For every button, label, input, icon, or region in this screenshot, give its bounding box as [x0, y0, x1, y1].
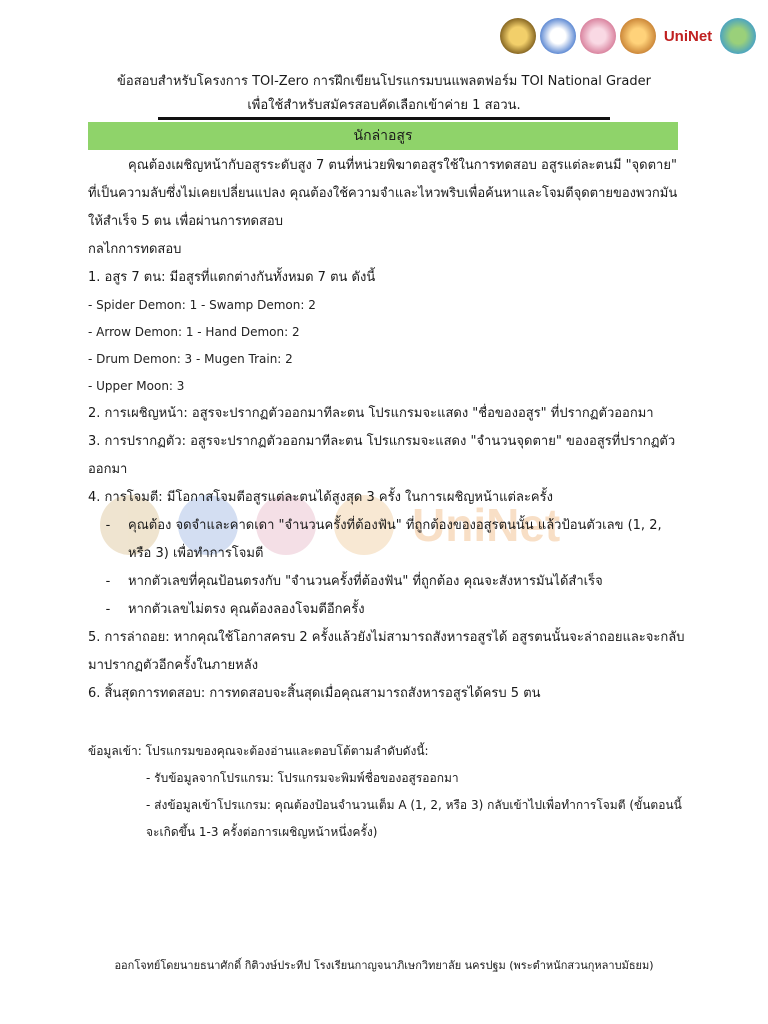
header-divider: [158, 117, 610, 120]
rule-item-4: 4. การโจมตี: มีโอกาสโจมตีอสูรแต่ละตนได้สูงสุด 3 ครั้ง ในการเผชิญหน้าแต่ละครั้ง: [88, 490, 553, 505]
bullet-dash: -: [105, 518, 111, 533]
demon-list-item: - Upper Moon: 3: [88, 379, 185, 393]
input-heading: ข้อมูลเข้า: โปรแกรมของคุณจะต้องอ่านและตอบโต้ตามลำดับดังนี้:: [88, 744, 429, 758]
attack-bullet: [88, 596, 688, 624]
section-spacer: [88, 708, 688, 738]
demon-list-item: - Arrow Demon: 1 - Hand Demon: 2: [88, 325, 300, 339]
attack-bullet: [88, 512, 688, 568]
70-anniversary-logo: [720, 18, 756, 54]
rule-item-1: 1. อสูร 7 ตน: มีอสูรที่แตกต่างกันทั้งหมด 7 ตน ดังนี้: [88, 270, 376, 285]
school-logo: [580, 18, 616, 54]
author-credit: ออกโจทย์โดยนายธนาศักดิ์ กิติวงษ์ประทีป โรงเรียนกาญจนาภิเษกวิทยาลัย นครปฐม (พระตำหนักสวนกุหลาบมัธยม): [114, 959, 654, 972]
header-logos: [500, 18, 756, 54]
demon-list-item: - Drum Demon: 3 - Mugen Train: 2: [88, 352, 293, 366]
mechanics-heading: กลไกการทดสอบ: [88, 242, 182, 257]
rule-item-3: 3. การปรากฏตัว: อสูรจะปรากฏตัวออกมาทีละตน โปรแกรมจะแสดง "จำนวนจุดตาย" ของอสูรที่ปรากฏตัวออกมา: [88, 434, 676, 477]
watermark-uninet-text: UniNet: [412, 499, 561, 551]
bullet-text: หากตัวเลขไม่ตรง คุณต้องลองโจมตีอีกครั้ง: [128, 602, 365, 617]
header-line-1: ข้อสอบสำหรับโครงการ TOI-Zero การฝึกเขียนโปรแกรมบนแพลตฟอร์ม TOI National Grader: [117, 74, 651, 89]
rule-item-5: 5. การล่าถอย: หากคุณใช้โอกาสครบ 2 ครั้งแล้วยังไม่สามารถสังหารอสูรได้ อสูรตนนั้นจะล่าถอยและจะกลับมาปรากฏตัวอีกครั้งในภายหลัง: [88, 630, 685, 673]
science-atom-logo: [540, 18, 576, 54]
bullet-text: หากตัวเลขที่คุณป้อนตรงกับ "จำนวนครั้งที่ต้องฟัน" ที่ถูกต้อง คุณจะสังหารมันได้สำเร็จ: [128, 574, 603, 589]
demon-list-item: - Spider Demon: 1 - Swamp Demon: 2: [88, 298, 316, 312]
uninet-logo: [660, 18, 716, 54]
problem-title: นักล่าอสูร: [88, 122, 678, 150]
header-line-2: เพื่อใช้สำหรับสมัครสอบคัดเลือกเข้าค่าย 1 สอวน.: [247, 98, 521, 113]
rule-item-6: 6. สิ้นสุดการทดสอบ: การทดสอบจะสิ้นสุดเมื่อคุณสามารถสังหารอสูรได้ครบ 5 ตน: [88, 686, 541, 701]
problem-body: [88, 152, 688, 846]
seal-logo: [500, 18, 536, 54]
emblem-logo: [620, 18, 656, 54]
attack-bullet: [88, 568, 688, 596]
uninet-logo-text: UniNet: [663, 27, 713, 45]
rule-item-2: 2. การเผชิญหน้า: อสูรจะปรากฏตัวออกมาทีละตน โปรแกรมจะแสดง "ชื่อของอสูร" ที่ปรากฏตัวออกมา: [88, 406, 654, 421]
bullet-dash: -: [105, 574, 111, 589]
bullet-text: คุณต้อง จดจำและคาดเดา "จำนวนครั้งที่ต้องฟัน" ที่ถูกต้องของอสูรตนนั้น แล้วป้อนตัวเลข (1, 2, หรือ 3) เพื่อทำการโจมตี: [128, 518, 662, 561]
input-step-1: - รับข้อมูลจากโปรแกรม: โปรแกรมจะพิมพ์ชื่อของอสูรออกมา: [146, 771, 459, 785]
intro-paragraph: คุณต้องเผชิญหน้ากับอสูรระดับสูง 7 ตนที่หน่วยพิฆาตอสูรใช้ในการทดสอบ อสูรแต่ละตนมี "จุดตาย" ที่เป็นความลับซึ่งไม่เคยเปลี่ยนแปลง คุณต้องใช้ความจำและไหวพริบเพื่อค้นหาและโจมตีจุดตายของพวกมันให้สำเร็จ 5 ตน เพื่อผ่านการทดสอบ: [88, 158, 678, 229]
input-step-2: - ส่งข้อมูลเข้าโปรแกรม: คุณต้องป้อนจำนวนเต็ม A (1, 2, หรือ 3) กลับเข้าไปเพื่อทำการโจมตี (ขั้นตอนนี้จะเกิดขึ้น 1-3 ครั้งต่อการเผชิญหน้าหนึ่งครั้ง): [146, 798, 682, 839]
bullet-dash: -: [105, 602, 111, 617]
document-header: [0, 70, 768, 118]
